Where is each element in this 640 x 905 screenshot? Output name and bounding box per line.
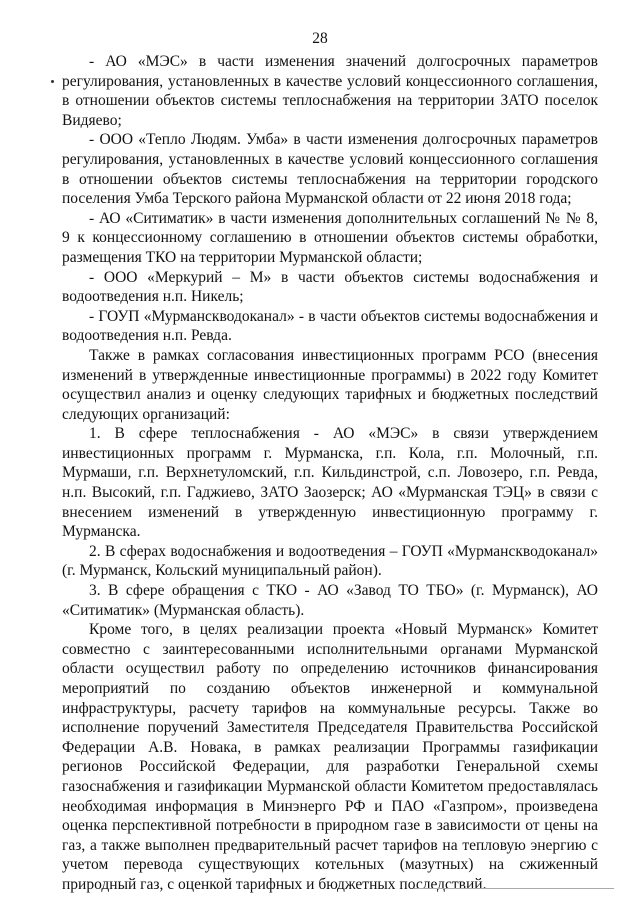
paragraph-new-murmansk: Кроме того, в целях реализации проекта «Новый Мурманск» Комитет совместно с заинтересованными исполнительными органами Мурманской области осуществил работу по определению источников финансирования мероприятий по созданию объектов инженерной и коммунальной инфраструктуры, расчету тарифов на коммунальные ресурсы. Также во исполнение поручений Заместителя Председателя Правительства Российской Федерации А.В. Новака, в рамках реализации Программы газификации регионов Российской Федерации, для разработки Генеральной схемы газоснабжения и газификации Мурманской области Комитетом предоставлялась необходимая информация в Минэнерго РФ и ПАО «Газпром», произведена оценка перспективной потребности в природном газе в зависимости от цены на газ, а также выполнен предварительный расчет тарифов на тепловую энергию с учетом перевода существующих котельных (мазутных) на сжиженный природный газ, с оценкой тарифных и бюджетных последствий. — [62, 621, 598, 893]
bullet-paragraph-vodokanal: - ГОУП «Мурманскводоканал» - в части объектов системы водоснабжения и водоотведения н.п. Ревда. — [62, 307, 598, 345]
page-number: 28 — [312, 30, 328, 47]
scan-edge-line — [414, 888, 614, 889]
bullet-paragraph-mes: - АО «МЭС» в части изменения значений долгосрочных параметров регулирования, установленных в качестве условий концессионного соглашения, в отношении объектов системы теплоснабжения на территории ЗАТО поселок Видяево; — [62, 53, 598, 129]
numbered-item-3: 3. В сфере обращения с ТКО - АО «Завод ТО ТБО» (г. Мурманск), АО «Ситиматик» (Мурманская область). — [62, 582, 598, 619]
bullet-paragraph-sitimatik: - АО «Ситиматик» в части изменения дополнительных соглашений № № 8, 9 к концессионному соглашению в отношении объектов системы обработки, размещения ТКО на территории Мурманской области; — [62, 209, 598, 266]
bullet-paragraph-merkuriy: - ООО «Меркурий – М» в части объектов системы водоснабжения и водоотведения н.п. Никель; — [62, 268, 598, 306]
numbered-item-1: 1. В сфере теплоснабжения - АО «МЭС» в связи утверждением инвестиционных программ г. Мурманска, г.п. Кола, г.п. Молочный, г.п. Мурмаши, г.п. Верхнетуломский, г.п. Кильдинстрой, с.п. Ловозеро, г.п. Ревда, н.п. Высокий, г.п. Гаджиево, ЗАТО Заозерск; АО «Мурманская ТЭЦ» в связи с внесением изменений в утвержденную инвестиционную программу г. Мурманска. — [62, 425, 598, 541]
bullet-paragraph-teplo-lyudyam: - ООО «Тепло Людям. Умба» в части изменения долгосрочных параметров регулирования, установленных в качестве условий концессионного соглашения в отношении объектов системы теплоснабжения на территории городского поселения Умба Терского района Мурманской области от 22 июня 2018 года; — [62, 131, 598, 208]
paragraph-investment-programs: Также в рамках согласования инвестиционных программ РСО (внесения изменений в утвержденные инвестиционные программы) в 2022 году Комитет осуществил анализ и оценку следующих тарифных и бюджетных последствий следующих организаций: — [62, 346, 598, 423]
numbered-item-2: 2. В сферах водоснабжения и водоотведения – ГОУП «Мурманскводоканал» (г. Мурманск, Кольский муниципальный район). — [62, 542, 598, 580]
document-body — [62, 52, 598, 895]
scan-speck — [51, 80, 54, 83]
